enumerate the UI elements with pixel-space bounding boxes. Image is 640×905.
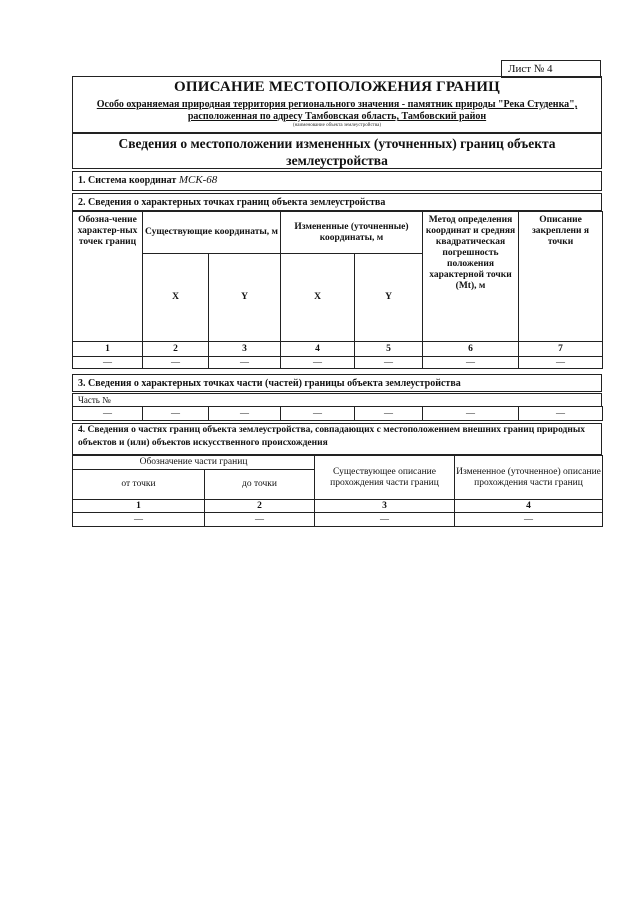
section2-title: 2. Сведения о характерных точках границ объекта землеустройства — [72, 193, 602, 211]
table-cell: — — [142, 356, 209, 369]
table-cell: — — [72, 406, 143, 421]
column-number: 7 — [518, 341, 603, 357]
coordinate-system-label: 1. Система координат — [78, 175, 177, 186]
header-existing-x: X — [142, 253, 209, 342]
column-number: 2 — [204, 499, 315, 513]
column-number: 5 — [354, 341, 423, 357]
natural-boundaries-table — [72, 455, 602, 526]
header-existing-coords: Существующие координаты, м — [142, 211, 281, 254]
column-number: 6 — [422, 341, 519, 357]
header-changed-coords: Измененные (уточненные) координаты, м — [280, 211, 423, 254]
section3-title: 3. Сведения о характерных точках части (частей) границы объекта землеустройства — [72, 374, 602, 392]
page-title: ОПИСАНИЕ МЕСТОПОЛОЖЕНИЯ ГРАНИЦ — [174, 79, 500, 95]
column-number: 3 — [314, 499, 455, 513]
table-cell: — — [354, 356, 423, 369]
column-number: 1 — [72, 341, 143, 357]
header-designation: Обозна-чение характер-ных точек границ — [72, 211, 143, 342]
table-cell: — — [280, 356, 355, 369]
header-to-point: до точки — [204, 469, 315, 500]
table-cell: — — [314, 512, 455, 527]
coordinate-system-row — [72, 171, 602, 191]
header-changed-y: Y — [354, 253, 423, 342]
title-block — [72, 76, 602, 133]
coordinate-system-value: МСК-68 — [178, 174, 218, 186]
table-cell: — — [354, 406, 423, 421]
header-method: Метод определения координат и средняя квадратическая погрешность положения характерной точки (Mt), м — [422, 211, 519, 342]
column-number: 2 — [142, 341, 209, 357]
column-number: 3 — [208, 341, 281, 357]
part-number-row: Часть № — [72, 393, 602, 407]
table-cell: — — [518, 356, 603, 369]
header-existing-description: Существующее описание прохождения части границ — [314, 455, 455, 500]
sheet-number-label: Лист № 4 — [501, 60, 601, 78]
column-number: 4 — [280, 341, 355, 357]
table-cell: — — [204, 512, 315, 527]
header-changed-x: X — [280, 253, 355, 342]
header-existing-y: Y — [208, 253, 281, 342]
boundary-points-table — [72, 211, 602, 368]
header-changed-description: Измененное (уточненное) описание прохождения части границ — [454, 455, 603, 500]
table-cell: — — [72, 356, 143, 369]
table-cell: — — [422, 356, 519, 369]
column-number: 1 — [72, 499, 205, 513]
header-part-designation: Обозначение части границ — [72, 455, 315, 470]
table-cell: — — [518, 406, 603, 421]
object-name-caption: (наименование объекта землеустройства) — [292, 123, 382, 128]
header-description: Описание закреплени я точки — [518, 211, 603, 342]
table-cell: — — [422, 406, 519, 421]
table-cell: — — [72, 512, 205, 527]
table-cell: — — [208, 406, 281, 421]
object-name: Особо охраняемая природная территория регионального значения - памятник природы "Река Студенка", расположенная по адресу Тамбовская область, Тамбовский район — [96, 99, 578, 122]
section-heading: Сведения о местоположении измененных (уточненных) границ объекта землеустройства — [72, 133, 602, 169]
table-cell: — — [142, 406, 209, 421]
table-cell: — — [208, 356, 281, 369]
column-number: 4 — [454, 499, 603, 513]
section4-title: 4. Сведения о частях границ объекта землеустройства, совпадающих с местоположением внешних границ природных объектов и (или) объектов искусственного происхождения — [72, 423, 602, 455]
part-points-table — [72, 406, 602, 419]
header-from-point: от точки — [72, 469, 205, 500]
table-cell: — — [280, 406, 355, 421]
table-cell: — — [454, 512, 603, 527]
